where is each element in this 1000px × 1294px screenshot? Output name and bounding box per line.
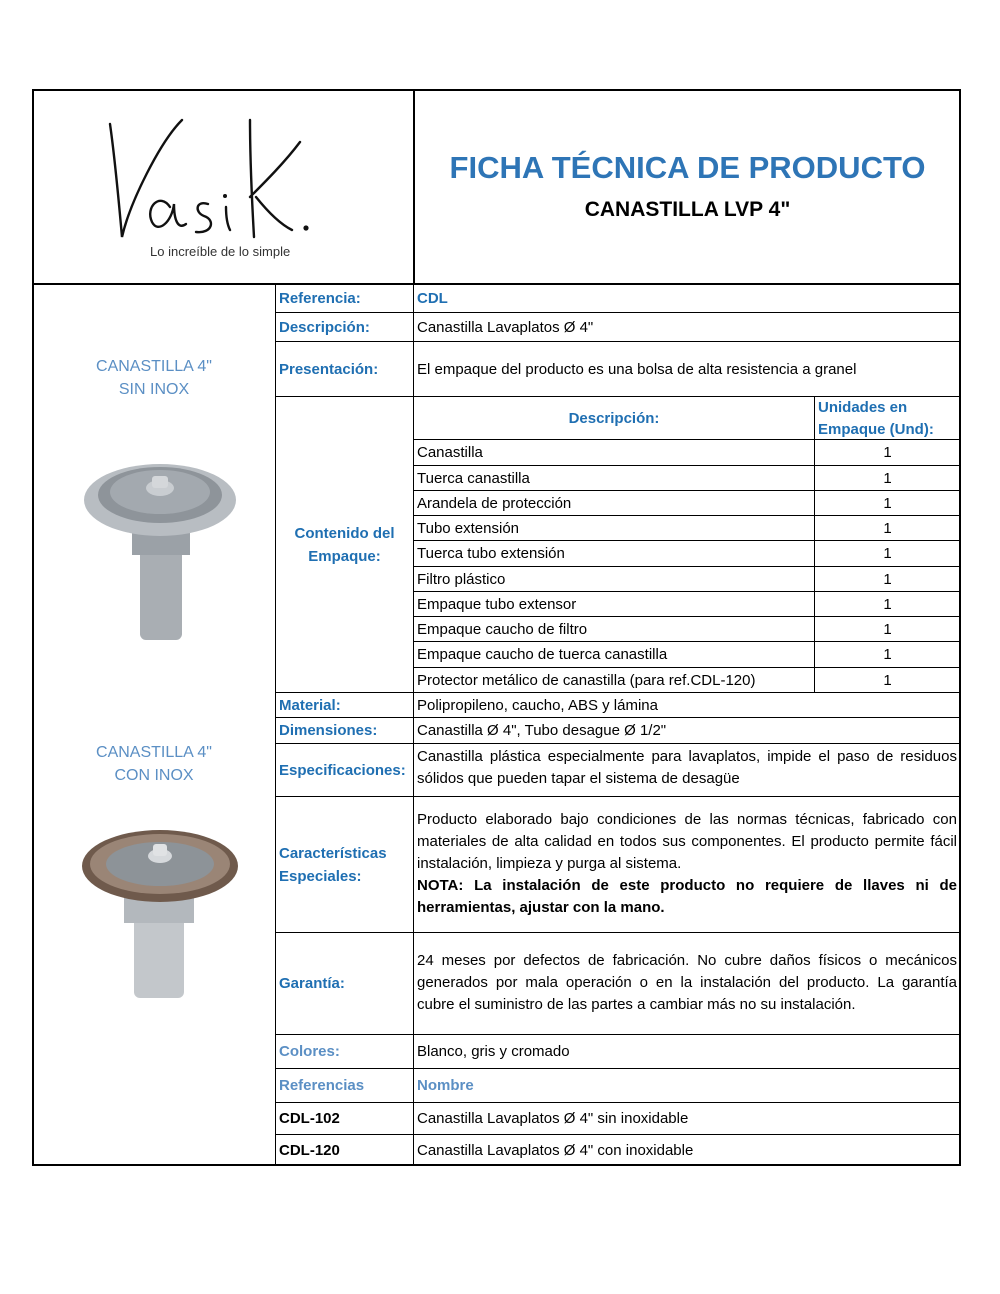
contenido-item: Empaque caucho de filtro [417,620,588,638]
contenido-qty: 1 [883,519,892,537]
contenido-item: Empaque tubo extensor [417,595,577,613]
caption-line: CANASTILLA 4" [96,744,212,761]
sink-strainer-gray-icon [80,440,240,645]
contenido-qty: 1 [883,595,892,613]
contenido-item: Canastilla [417,444,483,461]
contenido-item: Tuerca tubo extensión [417,545,565,562]
contenido-qty: 1 [883,469,892,487]
label-material: Material: [279,696,341,714]
contenido-header-units [818,397,960,439]
value-descripcion: Canastilla Lavaplatos Ø 4" [417,318,594,336]
header-line: Empaque (Und): [818,421,934,438]
value-material: Polipropileno, caucho, ABS y lámina [417,696,658,714]
label-caracteristicas [279,797,413,932]
row-line [275,932,960,933]
label-nombre: Nombre [417,1077,474,1094]
logo-tagline: Lo increíble de lo simple [150,244,291,259]
product-caption-con-inox [34,741,274,787]
value-referencia: CDL [417,290,448,307]
value-especificaciones: Canastilla plástica especialmente para lavaplatos, impide el paso de residuos sólidos que pueden tapar el sistema de desagüe [417,748,957,787]
value-presentacion: El empaque del producto es una bolsa de alta resistencia a granel [417,360,857,378]
caracteristicas-nota: NOTA: La instalación de este producto no requiere de llaves ni de herramientas, ajustar con la mano. [417,877,957,916]
ref-code: CDL-120 [279,1141,340,1159]
label-especificaciones: Especificaciones: [279,761,406,779]
label-line: Especiales: [279,867,362,885]
page-title: FICHA TÉCNICA DE PRODUCTO [449,150,926,185]
contenido-item: Filtro plástico [417,570,506,588]
label-line: Contenido del [294,524,395,542]
brand-logo [100,112,330,272]
label-dimensiones: Dimensiones: [279,722,378,739]
product-caption-sin-inox [34,355,274,401]
product-image-con-inox [80,818,240,1003]
value-garantia: 24 meses por defectos de fabricación. No cubre daños físicos o mecánicos generados por mala operación o en la instalación del producto. La garantía cubre el suministro de las partes a cambiar más no su instalación. [417,952,957,1013]
header-line: Unidades en [818,399,908,416]
contenido-qty: 1 [883,671,892,689]
label-colores: Colores: [279,1043,340,1060]
value-colores: Blanco, gris y cromado [417,1043,570,1060]
label-contenido [276,397,413,692]
ref-name: Canastilla Lavaplatos Ø 4" con inoxidable [417,1141,694,1159]
contenido-header-desc: Descripción: [568,409,660,427]
header-vdivider [413,89,415,284]
contenido-item: Arandela de protección [417,494,572,512]
contenido-item: Tubo extensión [417,519,520,537]
sink-strainer-steel-icon [80,818,240,1003]
product-image-sin-inox [80,440,240,645]
label-referencia: Referencia: [279,290,361,307]
label-presentacion: Presentación: [279,360,379,378]
contenido-qty: 1 [883,620,892,638]
ref-name: Canastilla Lavaplatos Ø 4" sin inoxidable [417,1110,689,1127]
caption-line: CON INOX [114,767,194,784]
contenido-qty: 1 [883,444,892,461]
caption-line: CANASTILLA 4" [96,358,212,375]
value-caracteristicas [417,809,957,919]
contenido-qty: 1 [883,570,892,588]
contenido-item: Empaque caucho de tuerca canastilla [417,646,668,663]
value-dimensiones: Canastilla Ø 4", Tubo desague Ø 1/2" [417,722,667,739]
label-line: Empaque: [308,547,381,565]
label-garantia: Garantía: [279,975,345,992]
contenido-qty: 1 [883,545,892,562]
ref-code: CDL-102 [279,1110,340,1127]
contenido-qty: 1 [883,494,892,512]
contenido-item: Tuerca canastilla [417,469,530,487]
caption-line: SIN INOX [118,381,190,398]
label-descripcion: Descripción: [279,318,370,336]
contenido-item: Protector metálico de canastilla (para ref.CDL-120) [417,671,756,689]
label-line: Características [279,844,387,862]
product-subtitle: CANASTILLA LVP 4" [584,198,791,221]
logo-script-icon [100,112,330,242]
caracteristicas-text: Producto elaborado bajo condiciones de las normas técnicas, fabricado con materiales de alta calidad en todos sus componentes. El producto permite fácil instalación, limpieza y purga al sistema. [417,811,957,872]
label-referencias: Referencias [279,1077,365,1094]
contenido-qty: 1 [883,646,892,663]
